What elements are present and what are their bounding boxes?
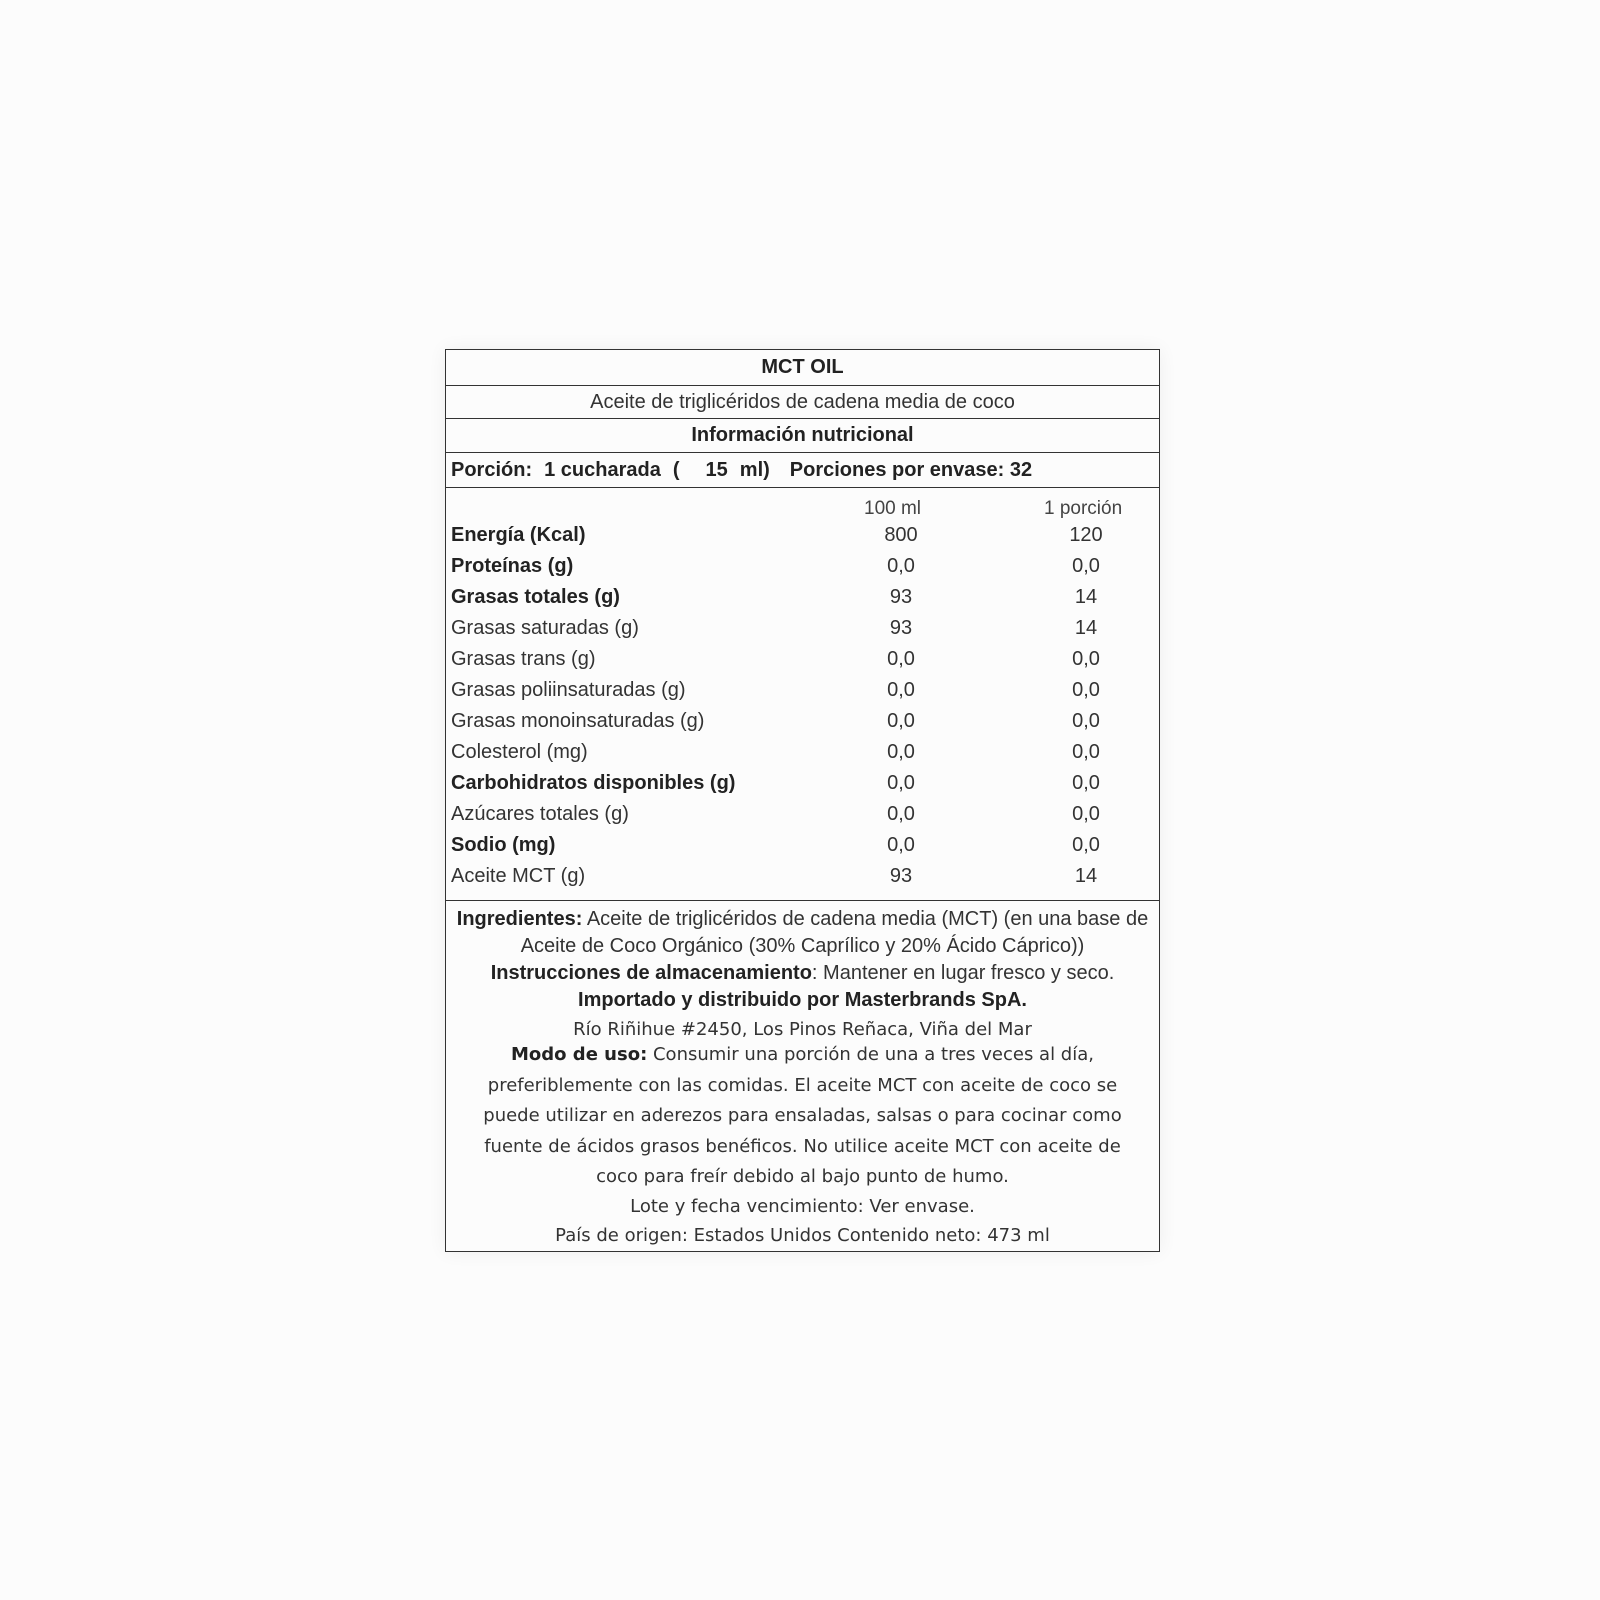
table-row [451,551,1151,581]
ingredients-text: Aceite de triglicéridos de cadena media (MCT) (en una base de Aceite de Coco Orgánico (30% Caprílico y 20% Ácido Cáprico)) [520,908,1149,957]
nutrient-name: Grasas monoinsaturadas (g) [451,710,705,732]
nutrition-info-heading: Información nutricional [446,419,1159,453]
value-100ml: 93 [889,865,913,887]
value-portion: 0,0 [1072,834,1100,856]
value-portion: 0,0 [1072,648,1100,670]
table-row [451,768,1151,798]
value-portion: 120 [1069,524,1103,546]
nutrient-name: Aceite MCT (g) [451,865,586,887]
column-header-100ml: 100 ml [864,498,922,519]
portion-row [446,453,1159,488]
table-row [451,706,1151,736]
value-portion: 14 [1074,865,1098,887]
usage-paragraph [464,1040,1141,1193]
value-100ml: 0,0 [887,741,915,763]
portion-paren: ( [672,458,680,481]
table-row [451,737,1151,767]
value-100ml: 93 [889,617,913,639]
product-title: MCT OIL [446,350,1159,386]
storage-text: : Mantener en lugar fresco y seco. [811,962,1115,984]
table-row [451,613,1151,643]
nutrient-name: Azúcares totales (g) [451,803,629,825]
nutrient-name: Energía (Kcal) [451,524,586,546]
value-100ml: 0,0 [887,648,915,670]
lot-expiry-line: Lote y fecha vencimiento: Ver envase. [630,1196,975,1217]
nutrient-name: Grasas trans (g) [451,648,596,670]
table-row [451,520,1151,550]
portion-ml-unit: ml) [739,458,770,481]
table-row [451,644,1151,674]
table-row [451,582,1151,612]
value-portion: 0,0 [1072,555,1100,577]
usage-label: Modo de uso: [511,1044,648,1065]
value-100ml: 0,0 [887,772,915,794]
value-portion: 14 [1074,617,1098,639]
product-subtitle: Aceite de triglicéridos de cadena media de coco [446,386,1159,419]
nutrient-name: Grasas poliinsaturadas (g) [451,679,686,701]
storage-paragraph [454,960,1151,987]
value-100ml: 800 [884,524,918,546]
column-header-portion: 1 porción [1044,498,1123,519]
value-100ml: 0,0 [887,710,915,732]
value-portion: 0,0 [1072,803,1100,825]
ingredients-paragraph [454,906,1151,960]
table-row [451,830,1151,860]
nutrient-name: Carbohidratos disponibles (g) [451,772,736,794]
origin-content-line: País de origen: Estados Unidos Contenido neto: 473 ml [555,1225,1050,1246]
nutrient-name: Proteínas (g) [451,555,574,577]
value-100ml: 0,0 [887,803,915,825]
value-portion: 0,0 [1072,710,1100,732]
ingredients-label: Ingredientes: [456,908,583,930]
nutrient-name: Grasas totales (g) [451,586,620,608]
table-row [451,861,1151,891]
value-100ml: 0,0 [887,555,915,577]
value-100ml: 0,0 [887,679,915,701]
portion-amount: 1 cucharada [544,458,661,481]
value-portion: 0,0 [1072,679,1100,701]
value-100ml: 93 [889,586,913,608]
nutrition-label [445,349,1160,1252]
value-100ml: 0,0 [887,834,915,856]
portions-per-container: Porciones por envase: 32 [789,458,1033,481]
portion-label: Porción: [451,458,533,481]
table-row [451,675,1151,705]
storage-label: Instrucciones de almacenamiento [490,962,812,984]
table-row [451,799,1151,829]
value-portion: 0,0 [1072,741,1100,763]
section-divider [446,900,1159,901]
usage-text: Consumir una porción de una a tres veces al día, preferiblemente con las comidas. El aceite MCT con aceite de coco se puede utilizar en aderezos para ensaladas, salsas o para cocinar como fuente de ácidos grasos benéficos. No utilice aceite MCT con aceite de coco para freír debido al bajo punto de humo. [483,1044,1122,1187]
value-portion: 14 [1074,586,1098,608]
portion-ml-value: 15 [705,458,728,481]
importer-address: Río Riñihue #2450, Los Pinos Reñaca, Viña del Mar [573,1019,1032,1040]
nutrient-name: Sodio (mg) [451,834,556,856]
nutrient-name: Colesterol (mg) [451,741,588,763]
importer-line: Importado y distribuido por Masterbrands SpA. [578,989,1027,1011]
nutrient-name: Grasas saturadas (g) [451,617,639,639]
value-portion: 0,0 [1072,772,1100,794]
